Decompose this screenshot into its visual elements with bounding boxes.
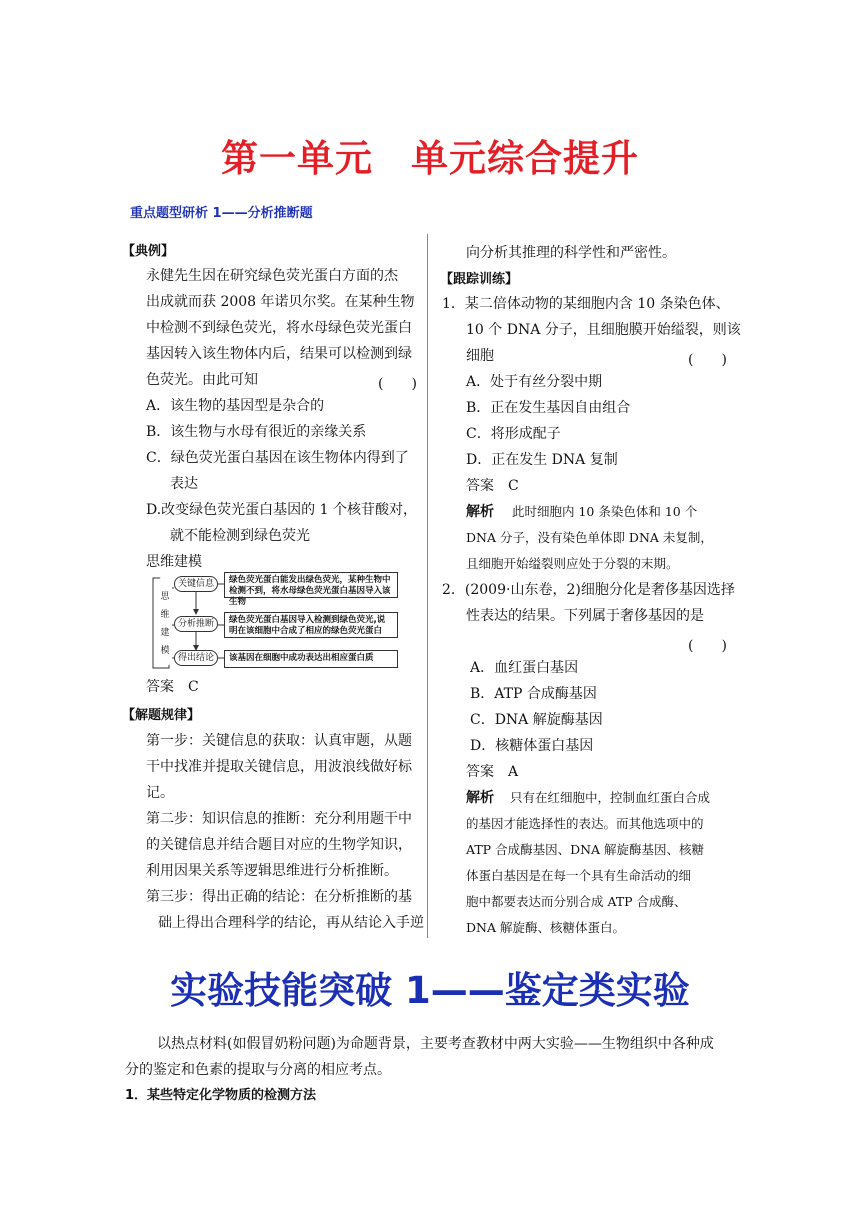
example-line: 色荧光。由此可知: [146, 372, 258, 388]
tag-rules: 【解题规律】: [122, 708, 201, 723]
q1-answer: 答案 C: [466, 478, 519, 494]
q2-paren: ( ): [688, 638, 727, 654]
q2-line: 2．(2009·山东卷，2)细胞分化是奢侈基因选择: [442, 582, 735, 598]
option-b: B．该生物与水母有很近的亲缘关系: [146, 424, 367, 440]
rules-continuation: 向分析其推理的科学性和严密性。: [466, 245, 676, 261]
example-line: 出成就而获 2008 年诺贝尔奖。在某种生物: [146, 294, 415, 310]
example-line: 基因转入该生物体内后，结果可以检测到绿: [146, 346, 412, 362]
rule-line: 第三步：得出正确的结论：在分析推断的基: [146, 889, 412, 905]
rule-line: 础上得出合理科学的结论，再从结论入手逆: [158, 915, 424, 931]
box-conclusion: 该基因在细胞中成功表达出相应蛋白质: [224, 650, 398, 668]
thinking-model-diagram: [152, 570, 402, 670]
q2-expl-line: 体蛋白基因是在每一个具有生命活动的细: [466, 868, 692, 883]
example-line: 永健先生因在研究绿色荧光蛋白方面的杰: [146, 268, 398, 284]
rule-line: 记。: [146, 785, 174, 801]
rule-line: 第二步：知识信息的推断：充分利用题干中: [146, 811, 412, 827]
q1-expl-line: 且细胞开始缢裂则应处于分裂的末期。: [466, 556, 679, 571]
section-title: 实验技能突破 1——鉴定类实验: [170, 969, 690, 1012]
example-answer: 答案 C: [146, 679, 199, 695]
q1-expl-line: 此时细胞内 10 条染色体和 10 个: [512, 504, 698, 519]
option-d-cont: 就不能检测到绿色荧光: [170, 528, 310, 544]
q1-line: 10 个 DNA 分子，且细胞膜开始缢裂，则该: [466, 322, 741, 338]
q1-line: 细胞: [466, 348, 494, 364]
answer-paren: ( ): [378, 376, 417, 392]
rule-line: 干中找准并提取关键信息，用波浪线做好标: [146, 759, 412, 775]
q2-expl-line: DNA 解旋酶、核糖体蛋白。: [466, 920, 625, 935]
q1-option-c: C．将形成配子: [466, 426, 561, 442]
q2-expl-line: ATP 合成酶基因、DNA 解旋酶基因、核糖: [466, 842, 705, 857]
subsection-heading: 1．某些特定化学物质的检测方法: [125, 1088, 317, 1103]
section-subtitle: 重点题型研析 1——分析推断题: [130, 206, 313, 221]
tag-practice: 【跟踪训练】: [440, 272, 519, 287]
box-key-info: 绿色荧光蛋白能发出绿色荧光，某种生物中检测不到，将水母绿色荧光蛋白基因导入该生物: [224, 572, 398, 598]
q2-answer: 答案 A: [466, 764, 519, 780]
tag-example: 【典例】: [122, 244, 175, 259]
q1-paren: ( ): [688, 352, 727, 368]
rule-line: 的关键信息并结合题目对应的生物学知识，: [146, 837, 412, 853]
q1-option-b: B．正在发生基因自由组合: [466, 400, 631, 416]
q2-expl-label: 解析: [466, 790, 494, 806]
column-divider: [427, 234, 428, 938]
q2-option-b: B．ATP 合成酶基因: [470, 686, 597, 702]
q2-expl-line: 只有在红细胞中，控制血红蛋白合成: [510, 790, 711, 805]
oval-key-info: 关键信息: [174, 576, 218, 592]
q1-option-d: D．正在发生 DNA 复制: [466, 452, 618, 468]
q2-expl-line: 胞中都要表达而分别合成 ATP 合成酶、: [466, 894, 687, 909]
page-title: 第一单元 单元综合提升: [221, 137, 639, 180]
option-d: D.改变绿色荧光蛋白基因的 1 个核苷酸对，: [146, 502, 417, 518]
example-line: 中检测不到绿色荧光，将水母绿色荧光蛋白: [146, 320, 412, 336]
q2-line: 性表达的结果。下列属于奢侈基因的是: [466, 608, 704, 624]
q2-option-c: C．DNA 解旋酶基因: [470, 712, 603, 728]
oval-analysis: 分析推断: [174, 616, 218, 632]
option-c-cont: 表达: [170, 476, 198, 492]
intro-line: 以热点材料(如假冒奶粉问题)为命题背景，主要考查教材中两大实验——生物组织中各种成: [157, 1036, 714, 1052]
model-label: 思维建模: [146, 554, 202, 570]
q1-line: 1．某二倍体动物的某细胞内含 10 条染色体、: [442, 296, 730, 312]
rule-line: 第一步：关键信息的获取：认真审题，从题: [146, 733, 412, 749]
option-a: A．该生物的基因型是杂合的: [146, 398, 325, 414]
box-analysis: 绿色荧光蛋白基因导入检测到绿色荧光,说明在该细胞中合成了相应的绿色荧光蛋白: [224, 612, 398, 638]
q2-option-d: D．核糖体蛋白基因: [470, 738, 594, 754]
q2-expl-line: 的基因才能选择性的表达。而其他选项中的: [466, 816, 704, 831]
oval-conclusion: 得出结论: [174, 650, 218, 666]
option-c: C．绿色荧光蛋白基因在该生物体内得到了: [146, 450, 409, 466]
q1-expl-line: DNA 分子，没有染色单体即 DNA 未复制，: [466, 530, 713, 545]
intro-line: 分的鉴定和色素的提取与分离的相应考点。: [125, 1062, 391, 1078]
rule-line: 利用因果关系等逻辑思维进行分析推断。: [146, 863, 398, 879]
diagram-side-label: 思 维 建 模: [158, 576, 172, 666]
q1-option-a: A．处于有丝分裂中期: [466, 374, 603, 390]
q2-option-a: A．血红蛋白基因: [470, 660, 579, 676]
q1-expl-label: 解析: [466, 504, 494, 520]
